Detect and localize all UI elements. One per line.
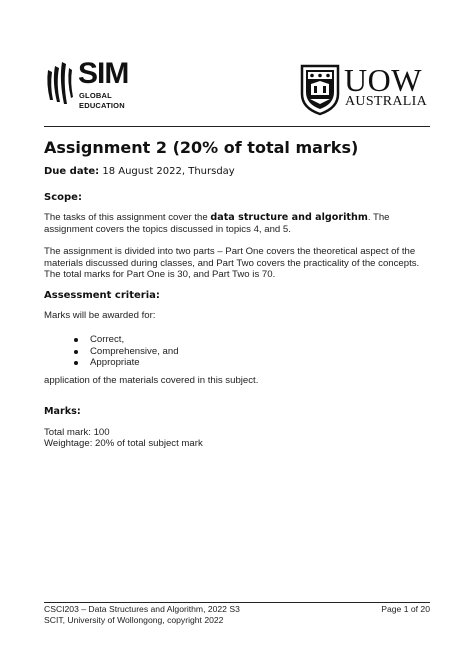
uow-logo-country: AUSTRALIA — [345, 94, 428, 109]
assessment-criteria-heading: Assessment criteria: — [44, 290, 160, 301]
criteria-list-item: Comprehensive, and — [74, 346, 179, 358]
scope-heading: Scope: — [44, 192, 82, 203]
uow-australia-logo — [300, 64, 430, 120]
sim-logo-subtitle-1: GLOBAL — [79, 91, 112, 100]
footer-divider — [44, 602, 430, 603]
scope-text-after: . The assignment covers the topics discussed in topics 4, and 5. — [44, 212, 390, 235]
uow-crest-icon — [300, 64, 340, 116]
page-number: Page 1 of 20 — [381, 604, 430, 614]
weightage: Weightage: 20% of total subject mark — [44, 438, 203, 449]
sim-logo-wordmark: SIM — [78, 57, 129, 90]
criteria-list — [74, 334, 179, 369]
criteria-intro: Marks will be awarded for: — [44, 310, 156, 321]
sim-flame-icon — [44, 60, 74, 110]
scope-paragraph-1 — [44, 212, 434, 235]
marks-heading: Marks: — [44, 406, 81, 417]
sim-logo-subtitle-2: EDUCATION — [79, 101, 125, 110]
criteria-list-item: Correct, — [74, 334, 179, 346]
criteria-list-item: Appropriate — [74, 357, 179, 369]
bullet-icon — [74, 338, 78, 342]
due-date-value: 18 August 2022, Thursday — [99, 166, 235, 177]
footer-copyright-line: SCIT, University of Wollongong, copyright 2022 — [44, 615, 224, 625]
sim-global-education-logo — [44, 58, 154, 118]
bullet-icon — [74, 350, 78, 354]
total-mark: Total mark: 100 — [44, 427, 110, 438]
uow-logo-wordmark: UOW — [344, 62, 422, 98]
scope-text-before: The tasks of this assignment cover the — [44, 212, 211, 223]
due-date — [44, 166, 235, 177]
header-divider — [44, 126, 430, 127]
scope-paragraph-2: The assignment is divided into two parts – Part One covers the theoretical aspect of the materials discussed during classes, and Part Two covers the practicality of the concepts. The total marks for Part One is 30, and Part Two is 70. — [44, 246, 420, 280]
footer-course-line: CSCI203 – Data Structures and Algorithm, 2022 S3 — [44, 604, 240, 614]
page-title: Assignment 2 (20% of total marks) — [44, 138, 359, 157]
criteria-outro: application of the materials covered in this subject. — [44, 375, 259, 386]
bullet-icon — [74, 361, 78, 365]
due-date-label: Due date: — [44, 166, 100, 177]
scope-text-emphasis: data structure and algorithm — [210, 212, 368, 223]
footer-course-info — [44, 604, 240, 626]
